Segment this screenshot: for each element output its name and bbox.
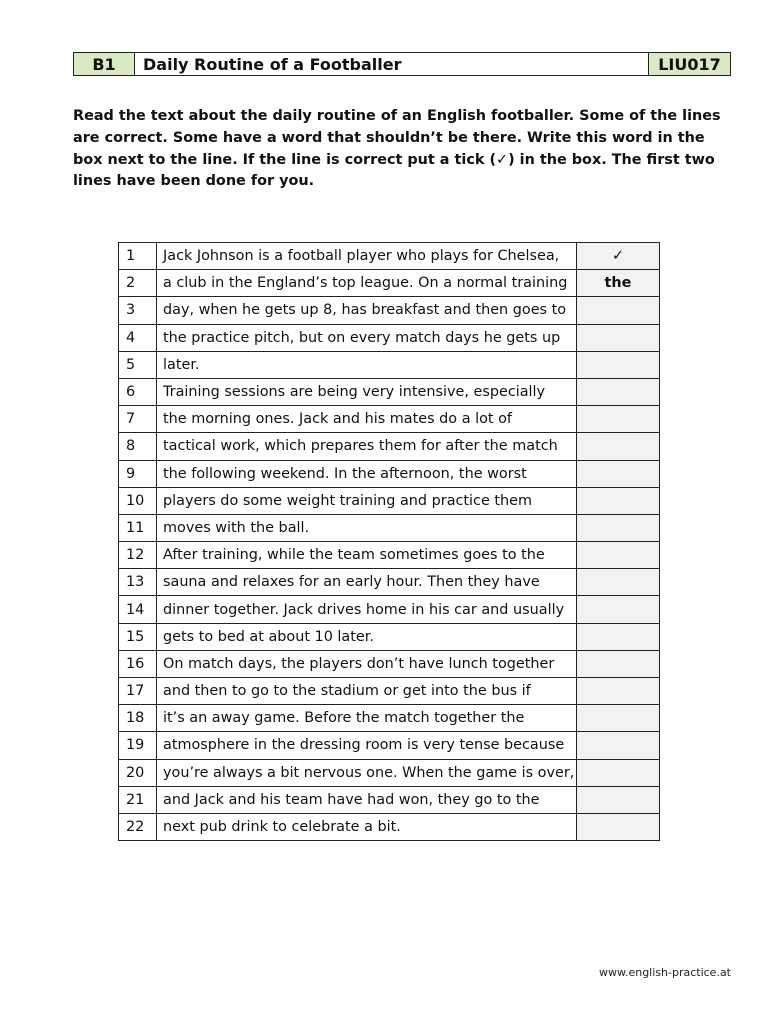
answer-box[interactable]	[577, 678, 660, 705]
worksheet-header	[73, 52, 731, 76]
answer-box[interactable]	[577, 732, 660, 759]
table-row	[119, 623, 660, 650]
table-row	[119, 460, 660, 487]
answer-box[interactable]	[577, 487, 660, 514]
answer-box[interactable]	[577, 650, 660, 677]
line-text: the following weekend. In the afternoon, the worst	[157, 460, 577, 487]
line-text: a club in the England’s top league. On a normal training	[157, 270, 577, 297]
table-row	[119, 487, 660, 514]
line-number: 19	[119, 732, 157, 759]
worksheet-title: Daily Routine of a Footballer	[135, 53, 648, 75]
line-text: On match days, the players don’t have lunch together	[157, 650, 577, 677]
table-row	[119, 378, 660, 405]
answer-box[interactable]	[577, 705, 660, 732]
line-text: later.	[157, 351, 577, 378]
table-row	[119, 542, 660, 569]
instructions-text: Read the text about the daily routine of an English footballer. Some of the lines are correct. Some have a word that shouldn’t be there. Write this word in the box next to the line. If the line is correct put a tick (✓) in the box. The first two lines have been done for you.	[73, 108, 721, 190]
answer-box[interactable]	[577, 786, 660, 813]
line-number: 1	[119, 243, 157, 270]
line-text: and then to go to the stadium or get into the bus if	[157, 678, 577, 705]
answer-box[interactable]	[577, 623, 660, 650]
answer-box[interactable]	[577, 406, 660, 433]
table-row	[119, 406, 660, 433]
answer-box[interactable]	[577, 542, 660, 569]
answer-box[interactable]	[577, 514, 660, 541]
line-number: 10	[119, 487, 157, 514]
table-row	[119, 786, 660, 813]
line-number: 16	[119, 650, 157, 677]
table-row	[119, 678, 660, 705]
answer-box[interactable]	[577, 813, 660, 840]
line-number: 9	[119, 460, 157, 487]
line-number: 18	[119, 705, 157, 732]
table-row	[119, 569, 660, 596]
table-row	[119, 297, 660, 324]
line-text: you’re always a bit nervous one. When the game is over,	[157, 759, 577, 786]
line-number: 14	[119, 596, 157, 623]
line-text: tactical work, which prepares them for after the match	[157, 433, 577, 460]
table-row	[119, 324, 660, 351]
level-badge: B1	[74, 53, 135, 75]
line-number: 22	[119, 813, 157, 840]
line-number: 12	[119, 542, 157, 569]
footer-url: www.english-practice.at	[598, 966, 731, 979]
table-row	[119, 514, 660, 541]
line-number: 6	[119, 378, 157, 405]
line-text: atmosphere in the dressing room is very tense because	[157, 732, 577, 759]
line-text: the morning ones. Jack and his mates do a lot of	[157, 406, 577, 433]
line-text: players do some weight training and practice them	[157, 487, 577, 514]
line-number: 17	[119, 678, 157, 705]
line-text: Jack Johnson is a football player who plays for Chelsea,	[157, 243, 577, 270]
line-text: day, when he gets up 8, has breakfast and then goes to	[157, 297, 577, 324]
line-number: 13	[119, 569, 157, 596]
line-text: sauna and relaxes for an early hour. Then they have	[157, 569, 577, 596]
line-number: 4	[119, 324, 157, 351]
line-text: After training, while the team sometimes goes to the	[157, 542, 577, 569]
answer-box[interactable]	[577, 759, 660, 786]
table-row	[119, 705, 660, 732]
answer-box[interactable]	[577, 324, 660, 351]
answer-box[interactable]: the	[577, 270, 660, 297]
line-text: the practice pitch, but on every match days he gets up	[157, 324, 577, 351]
line-number: 5	[119, 351, 157, 378]
line-text: dinner together. Jack drives home in his car and usually	[157, 596, 577, 623]
table-row	[119, 732, 660, 759]
line-number: 20	[119, 759, 157, 786]
line-number: 2	[119, 270, 157, 297]
answer-box[interactable]	[577, 351, 660, 378]
table-row	[119, 650, 660, 677]
line-number: 11	[119, 514, 157, 541]
line-number: 7	[119, 406, 157, 433]
answer-box[interactable]	[577, 378, 660, 405]
line-text: and Jack and his team have had won, they go to the	[157, 786, 577, 813]
line-text: it’s an away game. Before the match together the	[157, 705, 577, 732]
line-number: 8	[119, 433, 157, 460]
answer-box[interactable]	[577, 433, 660, 460]
table-row	[119, 351, 660, 378]
line-text: moves with the ball.	[157, 514, 577, 541]
table-row	[119, 759, 660, 786]
line-text: gets to bed at about 10 later.	[157, 623, 577, 650]
line-text: Training sessions are being very intensive, especially	[157, 378, 577, 405]
line-number: 3	[119, 297, 157, 324]
answer-box[interactable]	[577, 569, 660, 596]
answer-box[interactable]	[577, 460, 660, 487]
worksheet-code: LIU017	[648, 53, 730, 75]
table-row	[119, 270, 660, 297]
line-number: 21	[119, 786, 157, 813]
answer-box[interactable]	[577, 596, 660, 623]
answer-box[interactable]: ✓	[577, 243, 660, 270]
table-row	[119, 433, 660, 460]
answer-box[interactable]	[577, 297, 660, 324]
table-row	[119, 596, 660, 623]
table-row	[119, 243, 660, 270]
line-text: next pub drink to celebrate a bit.	[157, 813, 577, 840]
exercise-table	[118, 242, 660, 841]
line-number: 15	[119, 623, 157, 650]
table-row	[119, 813, 660, 840]
